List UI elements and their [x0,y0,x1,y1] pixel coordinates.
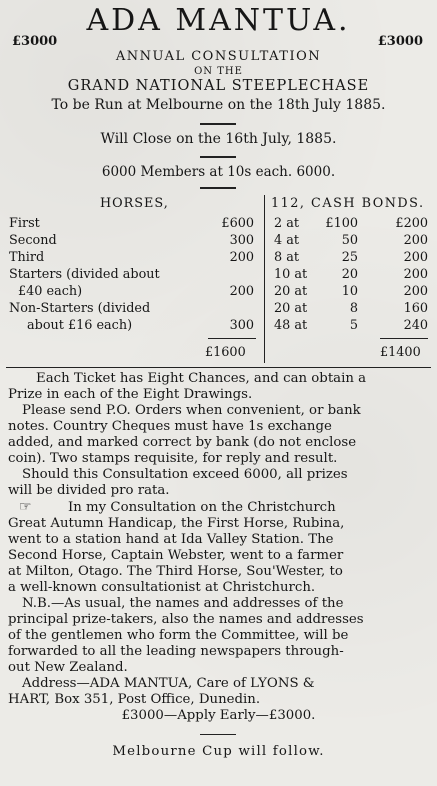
table-row-count: 4 at [274,233,299,248]
paragraph-line: coin). Two stamps requisite, for reply and result. [8,451,338,466]
close-line: Will Close on the 16th July, 1885. [100,131,337,147]
paragraph-line: Second Horse, Captain Webster, went to a farmer [8,548,344,563]
apply-early-line: £3000—Apply Early—£3000. [121,708,316,723]
table-row-total: 240 [403,318,428,333]
table-row-label: about £16 each) [27,318,133,333]
table-row-total: 200 [403,233,428,248]
address-line: Address—ADA MANTUA, Care of LYONS & [22,676,315,691]
table-row-total: £200 [395,216,428,231]
table-row-bond: 25 [341,250,358,265]
table-row-total: 200 [403,250,428,265]
table-row-bond: 50 [341,233,358,248]
closing-line: Melbourne Cup will follow. [112,744,325,759]
prize-right: £3000 [377,34,423,49]
divider [200,156,236,158]
right-total: £1400 [380,345,421,360]
divider [200,187,236,189]
paragraph-line: a well-known consultationist at Christchurch. [8,580,316,595]
prize-left: £3000 [12,34,58,49]
paragraph-line: of the gentlemen who form the Committee, will be [8,628,349,643]
table-row-label: Third [9,250,45,265]
table-row-label: Second [9,233,57,248]
paragraph-line: added, and marked correct by bank (do not enclose [8,435,357,450]
address-line: HART, Box 351, Post Office, Dunedin. [8,692,261,707]
table-row-total: 160 [403,301,428,316]
run-line: To be Run at Melbourne on the 18th July 1885. [51,97,386,113]
paragraph-line: went to a station hand at Ida Valley Station. The [8,532,334,547]
total-rule-left [208,338,256,339]
paragraph-line: In my Consultation on the Christchurch [68,500,336,515]
table-row-count: 2 at [274,216,299,231]
divider [200,734,236,735]
paragraph-line: Please send P.O. Orders when convenient, or bank [22,403,361,418]
table-row-bond: 10 [341,284,358,299]
table-row-count: 48 at [274,318,308,333]
table-row-amount: 300 [229,318,254,333]
table-row-count: 20 at [274,284,308,299]
paragraph-line: notes. Country Cheques must have 1s exchange [8,419,332,434]
table-row-count: 20 at [274,301,308,316]
table-row-bond: £100 [325,216,358,231]
table-row-amount: 300 [229,233,254,248]
paragraph-line: forwarded to all the leading newspapers through- [8,644,344,659]
paragraph-line: N.B.—As usual, the names and addresses of the [22,596,344,611]
left-total: £1600 [205,345,246,360]
table-row-amount: 200 [229,284,254,299]
table-row-label: £40 each) [18,284,83,299]
paragraph-line: principal prize-takers, also the names and addresses [8,612,364,627]
divider [200,123,236,125]
table-divider [264,195,265,363]
table-row-count: 8 at [274,250,299,265]
table-row-label: First [9,216,40,231]
table-row-bond: 5 [349,318,358,333]
table-row-bond: 8 [349,301,358,316]
table-row-bond: 20 [341,267,358,282]
paragraph-line: Prize in each of the Eight Drawings. [8,387,253,402]
cash-bonds-header: 112, CASH BONDS. [271,196,425,211]
paragraph-line: at Milton, Otago. The Third Horse, Sou'Wester, to [8,564,343,579]
pointing-hand-icon: ☞ [19,499,32,515]
paragraph-line: Each Ticket has Eight Chances, and can obtain a [36,371,367,386]
paragraph-line: will be divided pro rata. [8,483,170,498]
table-row-label: Non-Starters (divided [9,301,151,316]
heading-race: GRAND NATIONAL STEEPLECHASE [67,78,370,94]
paragraph-line: out New Zealand. [8,660,128,675]
table-row-count: 10 at [274,267,308,282]
table-row-amount: 200 [229,250,254,265]
heading-on-the: ON THE [194,66,243,77]
horses-header: HORSES, [100,196,169,211]
section-rule [6,367,431,368]
heading-consultation: ANNUAL CONSULTATION [115,49,322,64]
members-line: 6000 Members at 10s each. 6000. [101,164,336,180]
table-row-label: Starters (divided about [9,267,160,282]
table-row-total: 200 [403,267,428,282]
table-row-amount: £600 [221,216,254,231]
total-rule-right [380,338,428,339]
table-row-total: 200 [403,284,428,299]
advert-title: ADA MANTUA. [86,3,351,38]
paragraph-line: Great Autumn Handicap, the First Horse, Rubina, [8,516,345,531]
paragraph-line: Should this Consultation exceed 6000, all prizes [22,467,348,482]
